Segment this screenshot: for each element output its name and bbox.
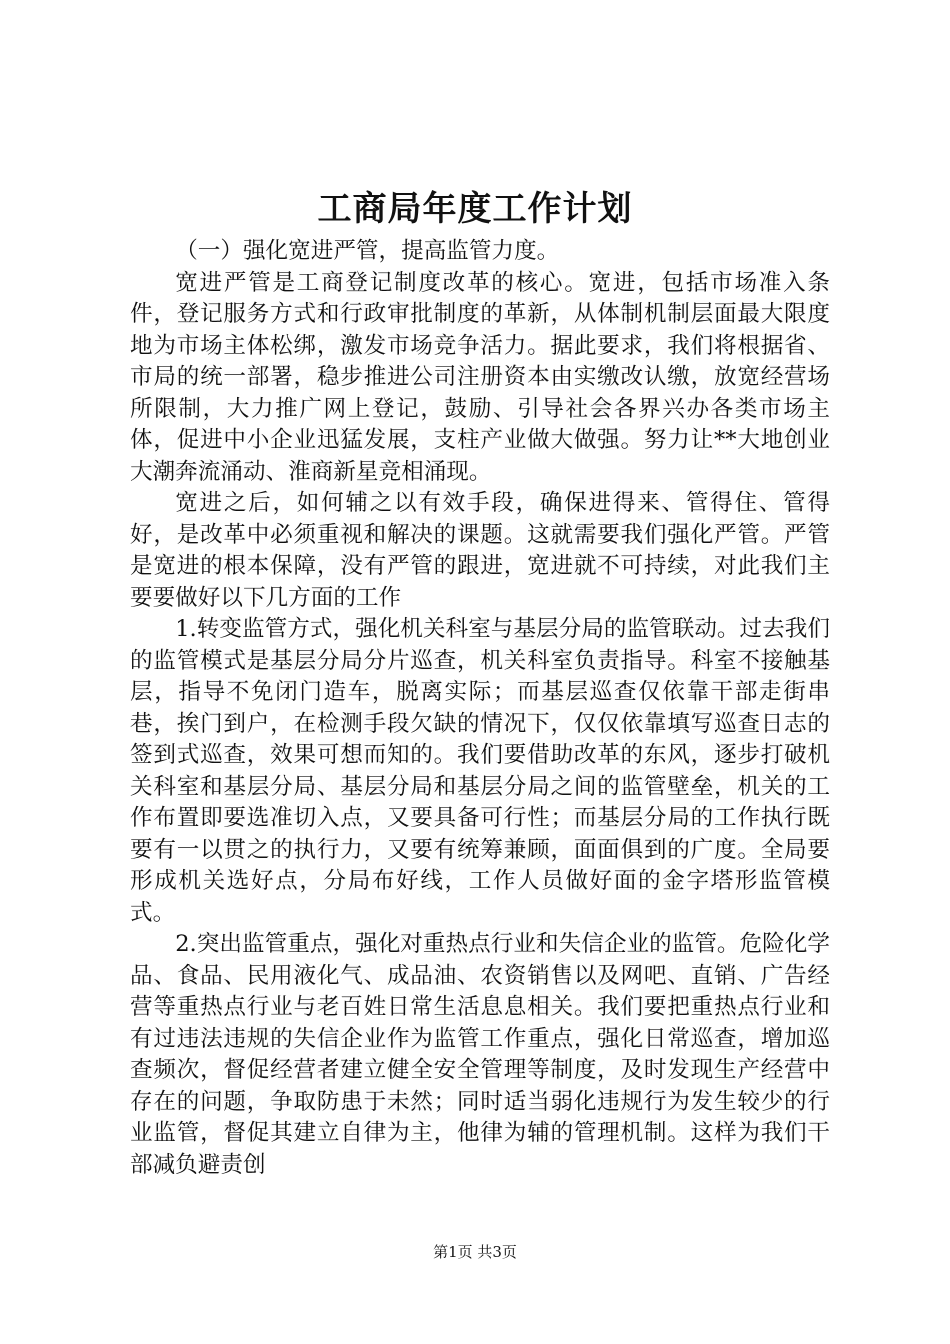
paragraph: 2.突出监管重点，强化对重热点行业和失信企业的监管。危险化学品、食品、民用液化气、成品油、农资销售以及网吧、直销、广告经营等重热点行业与老百姓日常生活息息相关。我们要把重热点行业和有过违法违规的失信企业作为监管工作重点，强化日常巡查，增加巡查频次，督促经营者建立健全安全管理等制度，及时发现生产经营中存在的问题，争取防患于未然；同时适当弱化违规行为发生较少的行业监管，督促其建立自律为主，他律为辅的管理机制。这样为我们干部减负避责创 xyxy=(130,931,830,1178)
paragraph: 宽进严管是工商登记制度改革的核心。宽进，包括市场准入条件，登记服务方式和行政审批制度的革新，从体制机制层面最大限度地为市场主体松绑，激发市场竞争活力。据此要求，我们将根据省、市局的统一部署，稳步推进公司注册资本由实缴改认缴，放宽经营场所限制，大力推广网上登记，鼓励、引导社会各界兴办各类市场主体，促进中小企业迅猛发展，支柱产业做大做强。努力让**大地创业大潮奔流涌动、淮商新星竞相涌现。 xyxy=(130,269,830,485)
section-heading: （一）强化宽进严管，提高监管力度。 xyxy=(175,238,560,264)
paragraph: 宽进之后，如何辅之以有效手段，确保进得来、管得住、管得好，是改革中必须重视和解决的课题。这就需要我们强化严管。严管是宽进的根本保障，没有严管的跟进，宽进就不可持续，对此我们主要要做好以下几方面的工作 xyxy=(130,490,830,611)
page-footer: 第1页 共3页 xyxy=(433,1243,517,1261)
document-body xyxy=(130,236,830,1181)
paragraph: 1.转变监管方式，强化机关科室与基层分局的监管联动。过去我们的监管模式是基层分局分片巡查，机关科室负责指导。科室不接触基层，指导不免闭门造车，脱离实际；而基层巡查仅依靠干部走街串巷，挨门到户，在检测手段欠缺的情况下，仅仅依靠填写巡查日志的签到式巡查，效果可想而知的。我们要借助改革的东风，逐步打破机关科室和基层分局、基层分局和基层分局之间的监管壁垒，机关的工作布置即要选准切入点，又要具备可行性；而基层分局的工作执行既要有一以贯之的执行力，又要有统筹兼顾，面面俱到的广度。全局要形成机关选好点，分局布好线，工作人员做好面的金字塔形监管模式。 xyxy=(130,616,830,926)
document-title: 工商局年度工作计划 xyxy=(317,189,633,229)
